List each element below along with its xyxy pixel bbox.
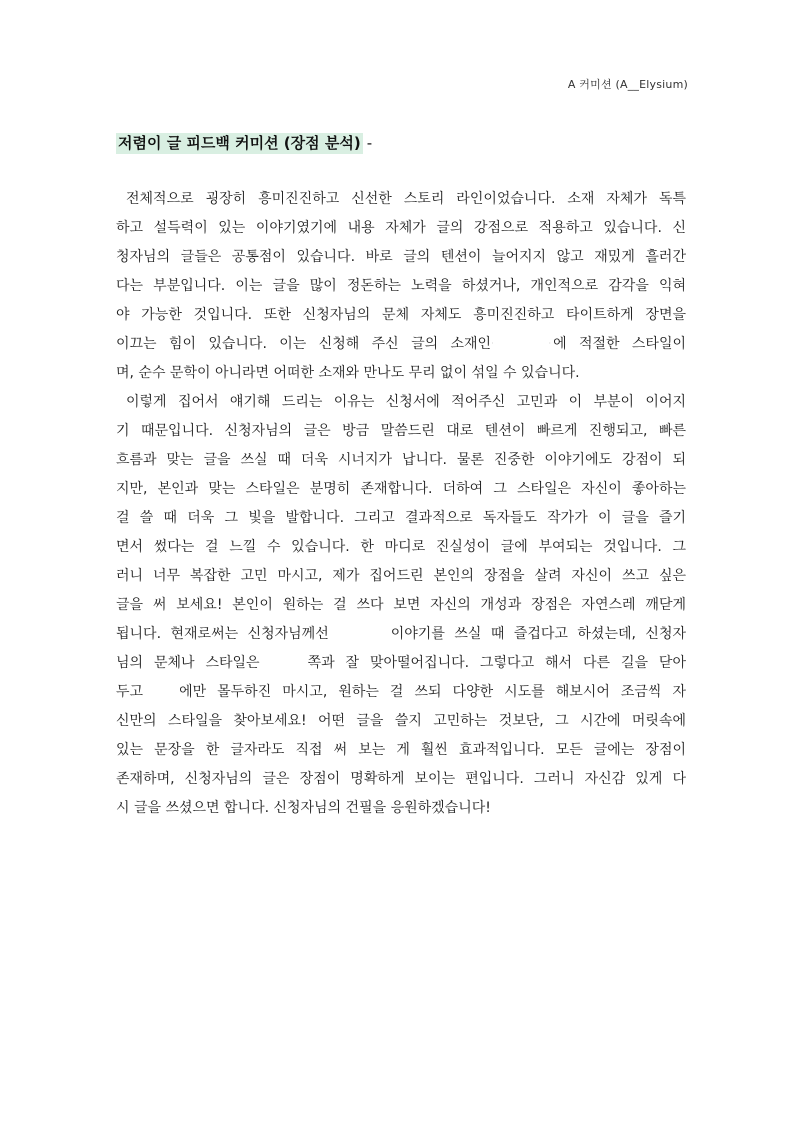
- body-line: 야 가능한 것입니다. 또한 신청자님의 문체 자체도 흥미진진하고 타이트하게 장면을: [116, 307, 686, 323]
- body-line: 신만의 스타일을 찾아보세요! 어떤 글을 쓸지 고민하는 것보단, 그 시간에 머릿속에: [116, 713, 686, 729]
- body-text: [116, 188, 686, 826]
- body-line: 지만, 본인과 맞는 스타일은 분명히 존재합니다. 더하여 그 스타일은 자신이 좋아하는: [116, 481, 686, 497]
- body-line-part: 됩니다. 현재로써는 신청자님께선: [116, 626, 329, 642]
- author-tag: A 커미션 (A__Elysium): [567, 78, 688, 91]
- body-line: [116, 333, 686, 362]
- body-line: [116, 652, 686, 681]
- document-title-text: 저렴이 글 피드백 커미션 (장점 분석): [118, 134, 361, 152]
- redaction-marks: · ·: [491, 339, 554, 348]
- body-line: [116, 681, 686, 710]
- body-line: 러니 너무 복잡한 고민 마시고, 제가 집어드린 본인의 장점을 살려 자신이 쓰고 싶은: [116, 568, 686, 584]
- body-line: 며, 순수 문학이 아니라면 어떠한 소재와 만나도 무리 없이 섞일 수 있습니다.: [116, 365, 580, 381]
- body-line: 전체적으로 굉장히 흥미진진하고 신선한 스토리 라인이었습니다. 소재 자체가 독특: [126, 191, 686, 207]
- body-line: 존재하며, 신청자님의 글은 장점이 명확하게 보이는 편입니다. 그러니 자신감 있게 다: [116, 771, 686, 787]
- body-line: 기 때문입니다. 신청자님의 글은 방금 말씀드린 대로 텐션이 빠르게 진행되고, 빠른: [116, 423, 686, 439]
- body-line-part: 두고: [116, 684, 144, 700]
- body-line: 글을 써 보세요! 본인이 원하는 걸 쓰다 보면 자신의 개성과 장점은 자연스레 깨닫게: [116, 597, 686, 613]
- document-title-suffix: -: [366, 134, 373, 152]
- body-line: 이렇게 집어서 얘기해 드리는 이유는 신청서에 적어주신 고민과 이 부분이 이어지: [126, 394, 686, 410]
- redacted-gap: [491, 333, 553, 355]
- body-line-part: 에 적절한 스타일이: [553, 336, 686, 352]
- body-line: 하고 설득력이 있는 이야기였기에 내용 자체가 글의 강점으로 적용하고 있습니다. 신: [116, 220, 686, 236]
- body-line: 흐름과 맞는 글을 쓰실 때 더욱 시너지가 납니다. 물론 진중한 이야기에도 강점이 되: [116, 452, 686, 468]
- body-line: [116, 623, 686, 652]
- body-line: 걸 쓸 때 더욱 그 빛을 발합니다. 그리고 결과적으로 독자들도 작가가 이 글을 즐기: [116, 510, 686, 526]
- body-line-part: 이끄는 힘이 있습니다. 이는 신청해 주신 글의 소재인: [116, 336, 492, 352]
- body-line-part: 이야기를 쓰실 때 즐겁다고 하셨는데, 신청자: [390, 626, 687, 642]
- body-line-part: 님의 문체나 스타일은: [116, 655, 260, 671]
- body-line: 있는 문장을 한 글자라도 직접 써 보는 게 훨씬 효과적입니다. 모든 글에는 장점이: [116, 742, 686, 758]
- document-title: [116, 132, 372, 153]
- body-line-part: 쪽과 잘 맞아떨어집니다. 그렇다고 해서 다른 길을 닫아: [307, 655, 686, 671]
- body-line: 면서 썼다는 걸 느낄 수 있습니다. 한 마디로 진실성이 글에 부여되는 것입니다. 그: [116, 539, 686, 555]
- body-line: 다는 부분입니다. 이는 글을 많이 정돈하는 노력을 하셨거나, 개인적으로 감각을 익혀: [116, 278, 686, 294]
- body-line-part: 에만 몰두하진 마시고, 원하는 걸 쓰되 다양한 시도를 해보시어 조금씩 자: [179, 684, 686, 700]
- body-line: 시 글을 쓰셨으면 합니다. 신청자님의 건필을 응원하겠습니다!: [116, 800, 491, 816]
- body-line: 청자님의 글들은 공통점이 있습니다. 바로 글의 텐션이 늘어지지 않고 재밌게 흘러간: [116, 249, 686, 265]
